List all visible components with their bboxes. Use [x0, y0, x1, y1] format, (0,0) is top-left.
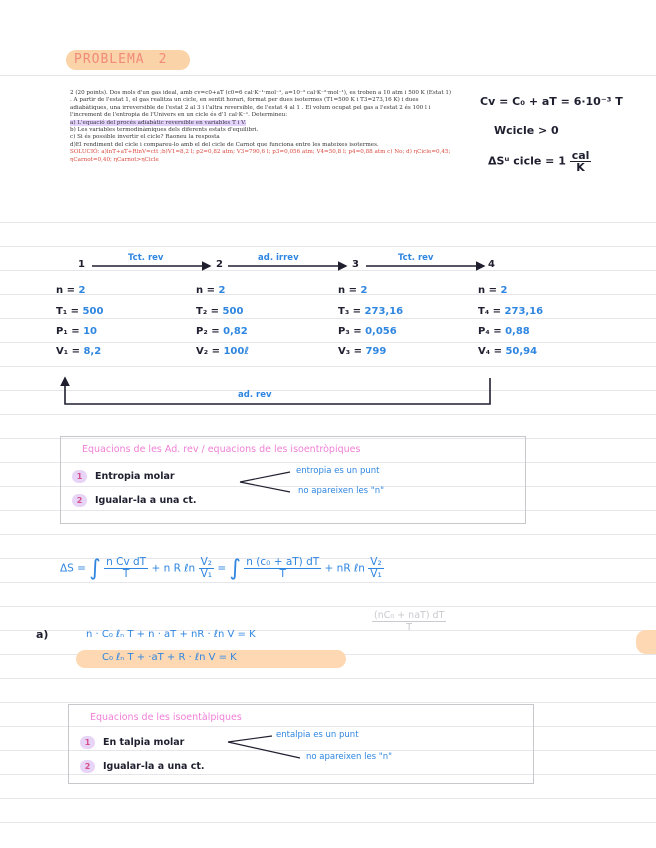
process-1-2: Tct. rev [128, 253, 164, 263]
volume-ratio-1 [199, 557, 214, 580]
n-label: n = [338, 285, 357, 296]
isenthalpic-item-1 [80, 736, 184, 749]
P-value: 0,82 [223, 326, 248, 337]
P-value: 0,056 [365, 326, 397, 337]
bullet-1: 1 [80, 736, 95, 749]
state-4: 4 [488, 259, 495, 270]
ds-lhs: ΔS = [60, 562, 86, 575]
n-label: n = [196, 285, 215, 296]
n-value: 2 [360, 285, 368, 296]
isentropic-note-1: entropia es un punt [296, 466, 380, 476]
bullet-1: 1 [72, 470, 87, 483]
P-value: 0,88 [505, 326, 530, 337]
n-value: 2 [218, 285, 226, 296]
T-label: T₂ = [196, 306, 220, 317]
integrand-1 [104, 557, 148, 580]
T-label: T₃ = [338, 306, 362, 317]
process-3-4: Tct. rev [398, 253, 434, 263]
integrand-2 [244, 557, 321, 580]
margin-highlight [636, 630, 656, 654]
n-value: 2 [78, 285, 86, 296]
V-label: V₂ = [196, 346, 220, 357]
item-2-text: Igualar-la a una ct. [95, 495, 197, 506]
isenthalpic-header: Equacions de les isoentàlpiques [90, 712, 242, 723]
bullet-2: 2 [72, 494, 87, 507]
T-value: 273,16 [504, 306, 544, 317]
wcycle-note: Wcicle > 0 [494, 124, 559, 137]
bullet-2: 2 [80, 760, 95, 773]
part-a-line-1: n · C₀ ℓₙ T + n · aT + nR · ℓn V = K [86, 629, 256, 640]
unit-num: cal [571, 149, 590, 162]
integral-sign-2: ∫ [229, 556, 241, 581]
isentropic-note-2: no apareixen les "n" [298, 486, 385, 496]
integral-sign-1: ∫ [89, 556, 101, 581]
item-2-text: Igualar-la a una ct. [103, 761, 205, 772]
V-label: V₄ = [478, 346, 502, 357]
solution-text: SOLUCIÓ: a)lnT+aT+RlnV=ctt ;b)V1=8,2 l; p2=0,82 atm; V3=790,6 l; p3=0,056 atm; V4=50,8 l; p4=0,88 atm c) No; d) ηCicle=0,45; ηCarnot=0,40; ηCarnot>ηCicle [70, 149, 451, 163]
v2-den: V₁ [370, 568, 382, 580]
unit-den: K [576, 161, 585, 174]
faded-integrand [372, 610, 446, 633]
V-label: V₃ = [338, 346, 362, 357]
state-2: 2 [216, 259, 223, 270]
T-label: T₁ = [56, 306, 80, 317]
state-1: 1 [78, 259, 85, 270]
T-value: 273,16 [364, 306, 404, 317]
process-2-3: ad. irrev [258, 253, 299, 263]
title-number: 2 [158, 52, 168, 67]
part-a-label: a) [36, 628, 49, 641]
V-value: 799 [365, 346, 387, 357]
term-1: + n R ℓn [151, 562, 196, 575]
faded-frac [372, 610, 446, 633]
faded-den: T [406, 622, 413, 633]
term-2: + nR ℓn [324, 562, 365, 575]
part-d-question: d)El rendiment del cicle i compareu-lo amb el del cicle de Carnot que funciona entre les mateixes isotermes. [70, 141, 379, 148]
item-1-text: Entropia molar [95, 471, 175, 482]
T-value: 500 [82, 306, 104, 317]
isenthalpic-item-2 [80, 760, 205, 773]
faded-num: (nC₀ + naT) dT [374, 610, 445, 621]
state-3: 3 [352, 259, 359, 270]
v2-num: V₂ [370, 556, 382, 568]
P-label: P₄ = [478, 326, 502, 337]
V-value: 50,94 [505, 346, 538, 357]
n-value: 2 [500, 285, 508, 296]
branch-down [240, 482, 290, 492]
entropy-lhs: ΔSᵘ cicle = 1 [488, 154, 566, 168]
int2-den: T [279, 568, 286, 580]
P-label: P₁ = [56, 326, 80, 337]
T-label: T₄ = [478, 306, 502, 317]
T-value: 500 [222, 306, 244, 317]
int2-num: n (c₀ + aT) dT [246, 556, 320, 568]
V-value: 8,2 [83, 346, 102, 357]
part-c-question: c) Si és possible invertir el cicle? Raoneu la resposta [70, 134, 220, 141]
P-value: 10 [83, 326, 97, 337]
int1-num: n Cv dT [106, 556, 147, 568]
cv-equation: Cv = C₀ + aT = 6·10⁻³ T [480, 95, 623, 108]
equals: = [217, 562, 227, 575]
entropy-change-equation [60, 556, 384, 581]
n-label: n = [478, 285, 497, 296]
P-label: P₂ = [196, 326, 220, 337]
branch-up [240, 472, 290, 482]
V-value: 100ℓ [223, 346, 250, 357]
v-den: V₁ [200, 568, 212, 580]
statement-text: 2 (20 points). Dos mols d'un gas ideal, amb cv=c0+aT (c0=6 cal·K⁻¹·mol⁻¹, a=10⁻³ cal·K⁻²·mol⁻¹), es troben a 10 atm i 500 K (Estat 1) . A partir de l'estat 1, el gas realitza un cicle, en sentit horari, format per dues isotermes (T1=500 K i T3=273,16 K) i dues adiabàtiques, una irreversible de l'estat 2 al 3 i l'altra reversible, de l'estat 4 al 1 . El volum ocupat pel gas a l'estat 2 és 100 l i l'increment de l'entropia de l'Univers en un cicle és d'1 cal·K⁻¹. Determineu: [70, 90, 452, 119]
item-1-text: En talpia molar [103, 737, 185, 748]
part-b-question: b) Les variables termodinàmiques dels diferents estats d'equilibri. [70, 127, 259, 134]
isenthalpic-note-1: entalpia es un punt [276, 730, 359, 740]
isenthalpic-note-2: no apareixen les "n" [306, 752, 393, 762]
isentropic-header: Equacions de les Ad. rev / equacions de les isoentròpiques [82, 444, 361, 455]
V-label: V₁ = [56, 346, 80, 357]
n-label: n = [56, 285, 75, 296]
volume-ratio-2 [368, 557, 383, 580]
title-word: PROBLEMA [74, 52, 145, 67]
v-num: V₂ [200, 556, 212, 568]
int1-den: T [122, 568, 130, 580]
part-a-line-2: C₀ ℓₙ T + ·aT + R · ℓn V = K [102, 652, 237, 663]
process-4-1: ad. rev [238, 390, 272, 400]
part-a-question: a) L'equació del procés adiabàtic reversible en variables T i V. [70, 119, 246, 126]
P-label: P₃ = [338, 326, 362, 337]
